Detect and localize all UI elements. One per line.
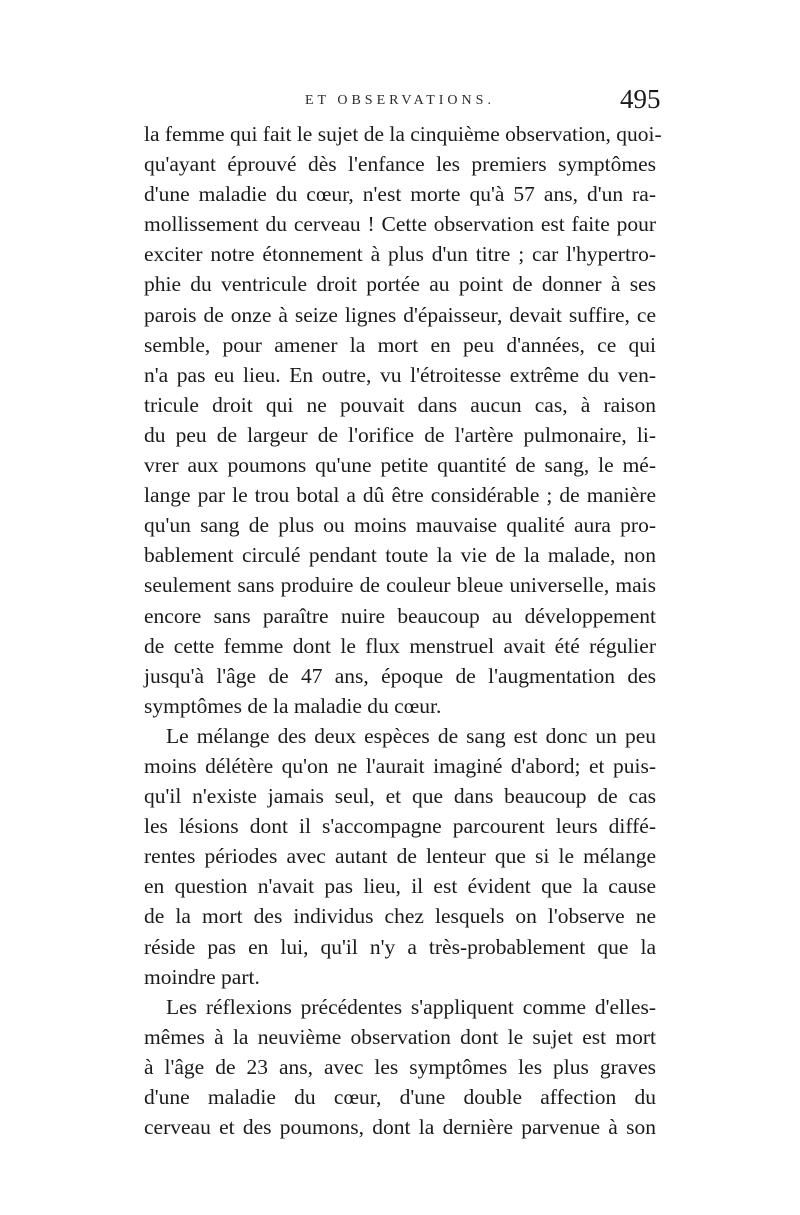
text-line: réside pas en lui, qu'il n'y a très-probablement que la bbox=[144, 934, 656, 959]
text-line: d'une maladie du cœur, n'est morte qu'à 57 ans, d'un ra- bbox=[144, 182, 656, 207]
text-line: d'une maladie du cœur, d'une double affection du bbox=[144, 1085, 656, 1109]
text-line: rentes périodes avec autant de lenteur que si le mélange bbox=[144, 844, 656, 869]
text-line: lange par le trou botal a dû être considérable ; de manière bbox=[144, 483, 656, 508]
text-line: encore sans paraître nuire beaucoup au développement bbox=[144, 603, 656, 628]
text-line: moins délétère qu'on ne l'aurait imaginé d'abord; et puis- bbox=[144, 753, 656, 778]
running-head: ET OBSERVATIONS. bbox=[305, 93, 495, 108]
text-line: cerveau et des poumons, dont la dernière parvenue à son bbox=[144, 1115, 656, 1140]
text-line: qu'un sang de plus ou moins mauvaise qualité aura pro- bbox=[144, 513, 656, 538]
text-line: qu'il n'existe jamais seul, et que dans beaucoup de cas bbox=[144, 784, 656, 809]
text-line: phie du ventricule droit portée au point de donner à ses bbox=[144, 272, 656, 297]
text-line: semble, pour amener la mort en peu d'années, ce qui bbox=[144, 332, 656, 357]
text-line: Le mélange des deux espèces de sang est donc un peu bbox=[166, 723, 656, 748]
text-line: mêmes à la neuvième observation dont le sujet est mort bbox=[144, 1024, 656, 1049]
body-text bbox=[144, 119, 662, 1142]
text-line: parois de onze à seize lignes d'épaisseur, devait suffire, ce bbox=[144, 302, 656, 327]
text-line: les lésions dont il s'accompagne parcourent leurs diffé- bbox=[144, 814, 656, 839]
text-line: de cette femme dont le flux menstruel avait été régulier bbox=[144, 633, 656, 658]
text-line: exciter notre étonnement à plus d'un titre ; car l'hypertro- bbox=[144, 242, 656, 267]
text-line: symptômes de la maladie du cœur. bbox=[144, 693, 442, 718]
text-line: Les réflexions précédentes s'appliquent comme d'elles- bbox=[166, 994, 656, 1019]
text-line: jusqu'à l'âge de 47 ans, époque de l'augmentation des bbox=[144, 663, 656, 688]
text-line: de la mort des individus chez lesquels on l'observe ne bbox=[144, 904, 656, 929]
text-line: mollissement du cerveau ! Cette observation est faite pour bbox=[144, 212, 656, 237]
text-line: à l'âge de 23 ans, avec les symptômes les plus graves bbox=[144, 1054, 656, 1079]
text-line: seulement sans produire de couleur bleue universelle, mais bbox=[144, 573, 656, 598]
text-line: qu'ayant éprouvé dès l'enfance les premiers symptômes bbox=[144, 152, 656, 177]
text-line: tricule droit qui ne pouvait dans aucun cas, à raison bbox=[144, 392, 656, 417]
text-line: du peu de largeur de l'orifice de l'artère pulmonaire, li- bbox=[144, 422, 656, 447]
text-line: moindre part. bbox=[144, 964, 260, 989]
text-line: vrer aux poumons qu'une petite quantité de sang, le mé- bbox=[144, 453, 656, 478]
page-number: 495 bbox=[620, 84, 661, 114]
text-line: bablement circulé pendant toute la vie de la malade, non bbox=[144, 543, 656, 568]
text-line: n'a pas eu lieu. En outre, vu l'étroitesse extrême du ven- bbox=[144, 362, 656, 387]
text-line: la femme qui fait le sujet de la cinquième observation, quoi- bbox=[144, 122, 662, 146]
text-line: en question n'avait pas lieu, il est évident que la cause bbox=[144, 874, 656, 899]
